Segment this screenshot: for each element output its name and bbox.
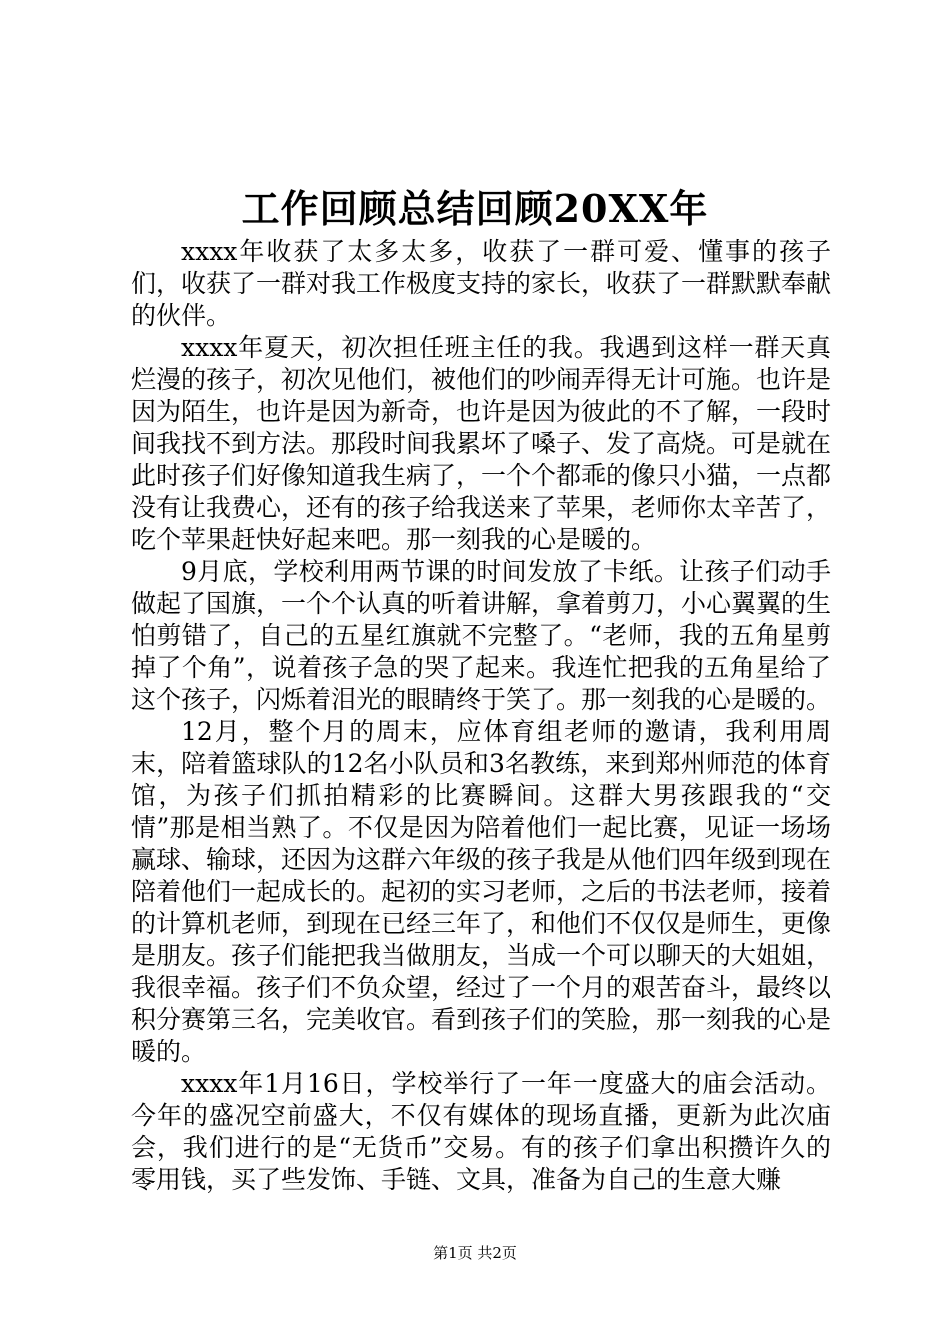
document-title: 工作回顾总结回顾20XX年	[241, 186, 709, 231]
paragraph: 12月，整个月的周末，应体育组老师的邀请，我利用周末，陪着篮球队的12名小队员和3名教练，来到郑州师范的体育馆，为孩子们抓拍精彩的比赛瞬间。这群大男孩跟我的“交情”那是相当熟了。不仅是因为陪着他们一起比赛，见证一场场赢球、输球，还因为这群六年级的孩子我是从他们四年级到现在陪着他们一起成长的。起初的实习老师，之后的书法老师，接着的计算机老师，到现在已经三年了，和他们不仅仅是师生，更像是朋友。孩子们能把我当做朋友，当成一个可以聊天的大姐姐，我很幸福。孩子们不负众望，经过了一个月的艰苦奋斗，最终以积分赛第三名，完美收官。看到孩子们的笑脸，那一刻我的心是暖的。	[131, 717, 832, 1066]
paragraph: xxxx年收获了太多太多，收获了一群可爱、懂事的孩子们，收获了一群对我工作极度支持的家长，收获了一群默默奉献的伙伴。	[131, 237, 832, 330]
document-body	[131, 236, 831, 1196]
paragraph: xxxx年1月16日，学校举行了一年一度盛大的庙会活动。今年的盛况空前盛大，不仅有媒体的现场直播，更新为此次庙会，我们进行的是“无货币”交易。有的孩子们拿出积攒许久的零用钱，买了些发饰、手链、文具，准备为自己的生意大赚	[131, 1069, 831, 1194]
paragraph: 9月底，学校利用两节课的时间发放了卡纸。让孩子们动手做起了国旗，一个个认真的听着讲解，拿着剪刀，小心翼翼的生怕剪错了，自己的五星红旗就不完整了。“老师，我的五角星剪掉了个角”，说着孩子急的哭了起来。我连忙把我的五角星给了这个孩子，闪烁着泪光的眼睛终于笑了。那一刻我的心是暖的。	[131, 557, 832, 714]
page-footer: 第1页 共2页	[433, 1244, 517, 1262]
paragraph: xxxx年夏天，初次担任班主任的我。我遇到这样一群天真烂漫的孩子，初次见他们，被他们的吵闹弄得无计可施。也许是因为陌生，也许是因为新奇，也许是因为彼此的不了解，一段时间我找不到方法。那段时间我累坏了嗓子、发了高烧。可是就在此时孩子们好像知道我生病了，一个个都乖的像只小猫，一点都没有让我费心，还有的孩子给我送来了苹果，老师你太辛苦了，吃个苹果赶快好起来吧。那一刻我的心是暖的。	[131, 333, 832, 554]
